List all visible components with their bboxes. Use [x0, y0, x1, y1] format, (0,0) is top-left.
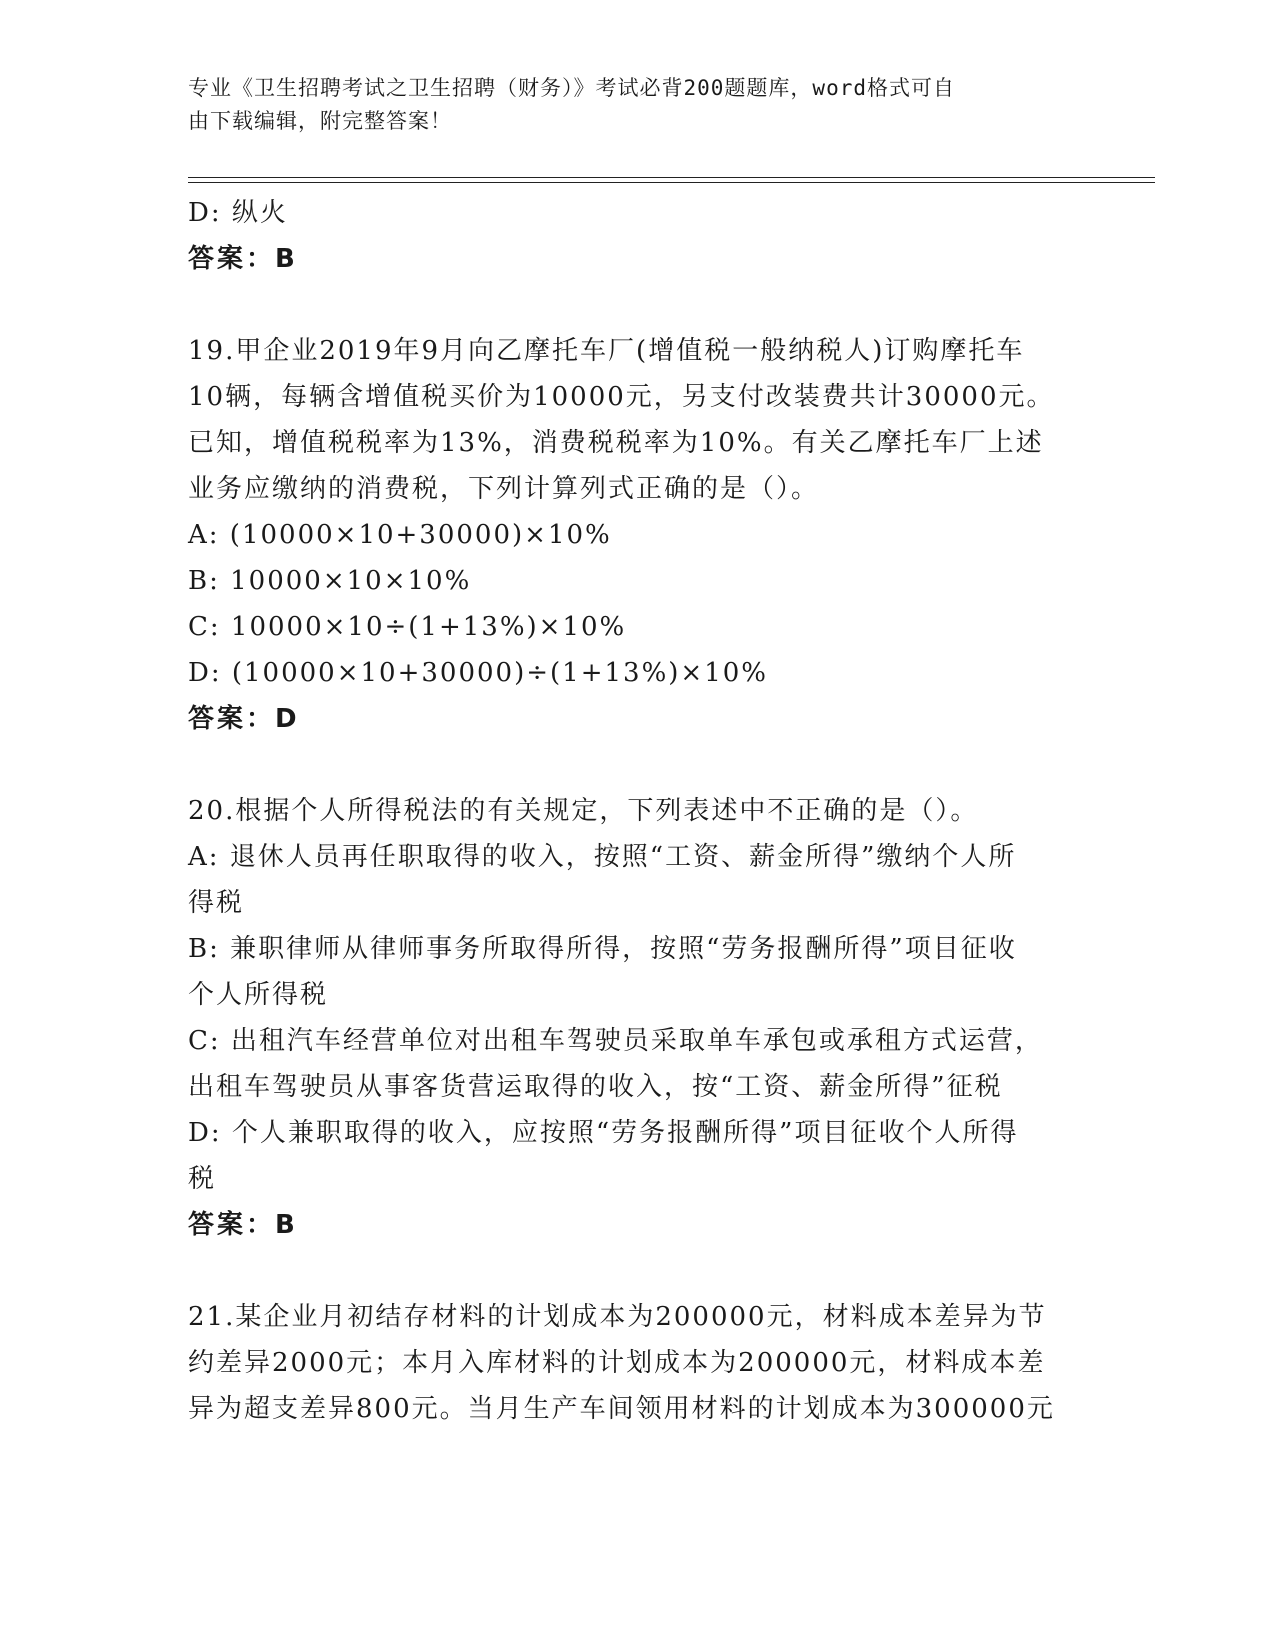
q20-line: B: 兼职律师从律师事务所取得所得，按照“劳务报酬所得”项目征收 — [188, 934, 1017, 964]
prev-answer: 答案：B — [188, 244, 298, 274]
prev-option-d: D: 纵火 — [188, 198, 288, 228]
q20-line: 得税 — [188, 888, 245, 918]
header-divider-bottom — [188, 182, 1155, 183]
question-21 — [188, 1294, 1088, 1432]
q20-line: C: 出租汽车经营单位对出租车驾驶员采取单车承包或承租方式运营， — [188, 1026, 1043, 1056]
q20-line: D: 个人兼职取得的收入，应按照“劳务报酬所得”项目征收个人所得 — [188, 1118, 1019, 1148]
q19-option-d: D: (10000×10+30000)÷(1+13%)×10% — [188, 658, 768, 688]
q21-stem-line: 约差异2000元；本月入库材料的计划成本为200000元，材料成本差 — [188, 1348, 1046, 1378]
document-header — [188, 72, 1068, 138]
q19-stem-line: 19.甲企业2019年9月向乙摩托车厂(增值税一般纳税人)订购摩托车 — [188, 336, 1025, 366]
q21-stem-line: 异为超支差异800元。当月生产车间领用材料的计划成本为300000元 — [188, 1394, 1055, 1424]
header-line-1: 专业《卫生招聘考试之卫生招聘（财务）》考试必背200题题库，word格式可自 — [188, 76, 955, 100]
spacer — [188, 742, 1088, 788]
spacer — [188, 282, 1088, 328]
header-line-2: 由下载编辑，附完整答案！ — [188, 109, 452, 133]
header-divider-top — [188, 177, 1155, 178]
q19-option-b: B: 10000×10×10% — [188, 566, 472, 596]
document-body — [188, 190, 1088, 1432]
q19-option-a: A: (10000×10+30000)×10% — [188, 520, 612, 550]
q20-line: A: 退休人员再任职取得的收入，按照“工资、薪金所得”缴纳个人所 — [188, 842, 1017, 872]
q20-line: 税 — [188, 1164, 217, 1194]
spacer — [188, 1248, 1088, 1294]
q21-stem-line: 21.某企业月初结存材料的计划成本为200000元，材料成本差异为节 — [188, 1302, 1047, 1332]
q19-stem-line: 10辆，每辆含增值税买价为10000元，另支付改装费共计30000元。 — [188, 382, 1055, 412]
q20-line: 个人所得税 — [188, 980, 329, 1010]
q20-line: 出租车驾驶员从事客货营运取得的收入，按“工资、薪金所得”征税 — [188, 1072, 1003, 1102]
question-20 — [188, 788, 1088, 1248]
question-19 — [188, 328, 1088, 742]
q20-answer: 答案：B — [188, 1210, 298, 1240]
q19-option-c: C: 10000×10÷(1+13%)×10% — [188, 612, 627, 642]
q19-answer: 答案：D — [188, 704, 300, 734]
q20-line: 20.根据个人所得税法的有关规定，下列表述中不正确的是（）。 — [188, 796, 979, 826]
q19-stem-line: 已知，增值税税率为13%，消费税税率为10%。有关乙摩托车厂上述 — [188, 428, 1044, 458]
q19-stem-line: 业务应缴纳的消费税，下列计算列式正确的是（）。 — [188, 474, 820, 504]
